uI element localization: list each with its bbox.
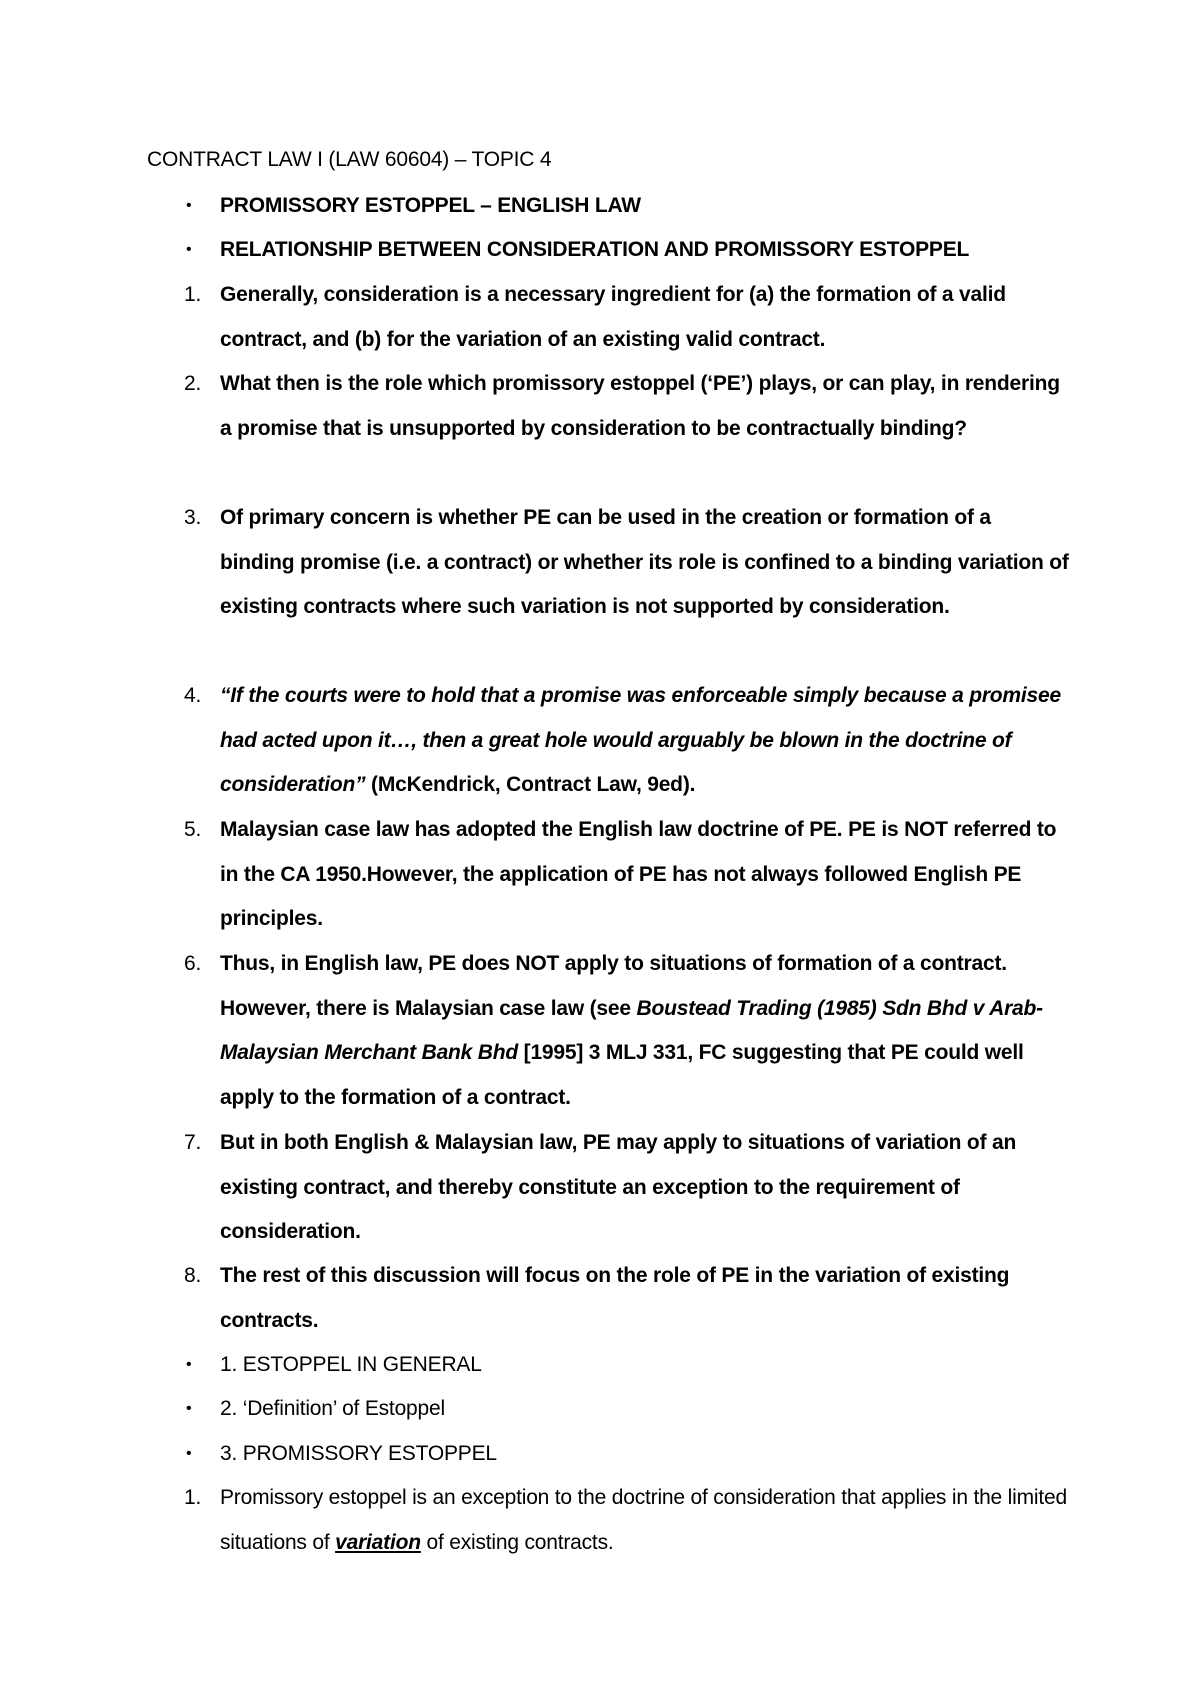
bullet-text: RELATIONSHIP BETWEEN CONSIDERATION AND PROMISSORY ESTOPPEL (220, 238, 970, 261)
item-text: Generally, consideration is a necessary ingredient for (a) the formation of a valid contract, and (b) for the variation of an existing valid contract. (220, 283, 1006, 351)
bullet-text: 3. PROMISSORY ESTOPPEL (220, 1442, 497, 1465)
bullet-icon: • (186, 241, 192, 258)
item-text-a: Thus, in English law, PE does NOT apply to situations of formation of a contract. However, there is Malaysian case law (see (220, 952, 1007, 1020)
item-text (220, 942, 1070, 1120)
item-number: 5. (184, 818, 202, 841)
item-text-a: Promissory estoppel is an exception to the doctrine of consideration that applies in the limited situations of (220, 1486, 1067, 1554)
bullet-icon: • (186, 1356, 192, 1373)
bullet-text: 2. ‘Definition’ of Estoppel (220, 1397, 445, 1420)
item-text-b: of existing contracts. (420, 1530, 614, 1554)
bullet-text: 1. ESTOPPEL IN GENERAL (220, 1353, 482, 1376)
page-title: CONTRACT LAW I (LAW 60604) – TOPIC 4 (147, 148, 552, 171)
item-number: 1. (184, 283, 202, 306)
citation-text: (McKendrick, Contract Law, 9ed). (365, 773, 696, 796)
item-number: 8. (184, 1264, 202, 1287)
item-text-b: [1995] 3 MLJ 331, FC suggesting that PE could well apply to the formation of a contract. (220, 1041, 1024, 1109)
item-number: 3. (184, 506, 202, 529)
bullet-icon: • (186, 197, 192, 214)
item-number: 1. (184, 1486, 202, 1509)
case-name: Boustead Trading (1985) Sdn Bhd v Arab-Malaysian Merchant Bank Bhd (220, 996, 1043, 1064)
item-text: Of primary concern is whether PE can be used in the creation or formation of a binding promise (i.e. a contract) or whether its role is confined to a binding variation of existing contracts where such variation is not supported by consideration. (220, 506, 1069, 618)
emphasis-text: variation (335, 1530, 421, 1554)
bullet-text: PROMISSORY ESTOPPEL – ENGLISH LAW (220, 194, 641, 217)
bullet-icon: • (186, 1400, 192, 1417)
item-number: 6. (184, 952, 202, 975)
item-text: What then is the role which promissory estoppel (‘PE’) plays, or can play, in rendering a promise that is unsupported by consideration to be contractually binding? (220, 372, 1060, 440)
item-text (220, 1476, 1070, 1565)
item-text (220, 674, 1070, 808)
bullet-icon: • (186, 1445, 192, 1462)
item-text: Malaysian case law has adopted the English law doctrine of PE. PE is NOT referred to in the CA 1950.However, the application of PE has not always followed English PE principles. (220, 818, 1057, 930)
item-text: But in both English & Malaysian law, PE may apply to situations of variation of an existing contract, and thereby constitute an exception to the requirement of consideration. (220, 1131, 1017, 1243)
item-number: 7. (184, 1131, 202, 1154)
item-number: 2. (184, 372, 202, 395)
item-text: The rest of this discussion will focus on the role of PE in the variation of existing contracts. (220, 1264, 1010, 1332)
item-number: 4. (184, 684, 202, 707)
quote-text: “If the courts were to hold that a promise was enforceable simply because a promisee had acted upon it…, then a great hole would arguably be blown in the doctrine of consideration” (220, 684, 1061, 796)
